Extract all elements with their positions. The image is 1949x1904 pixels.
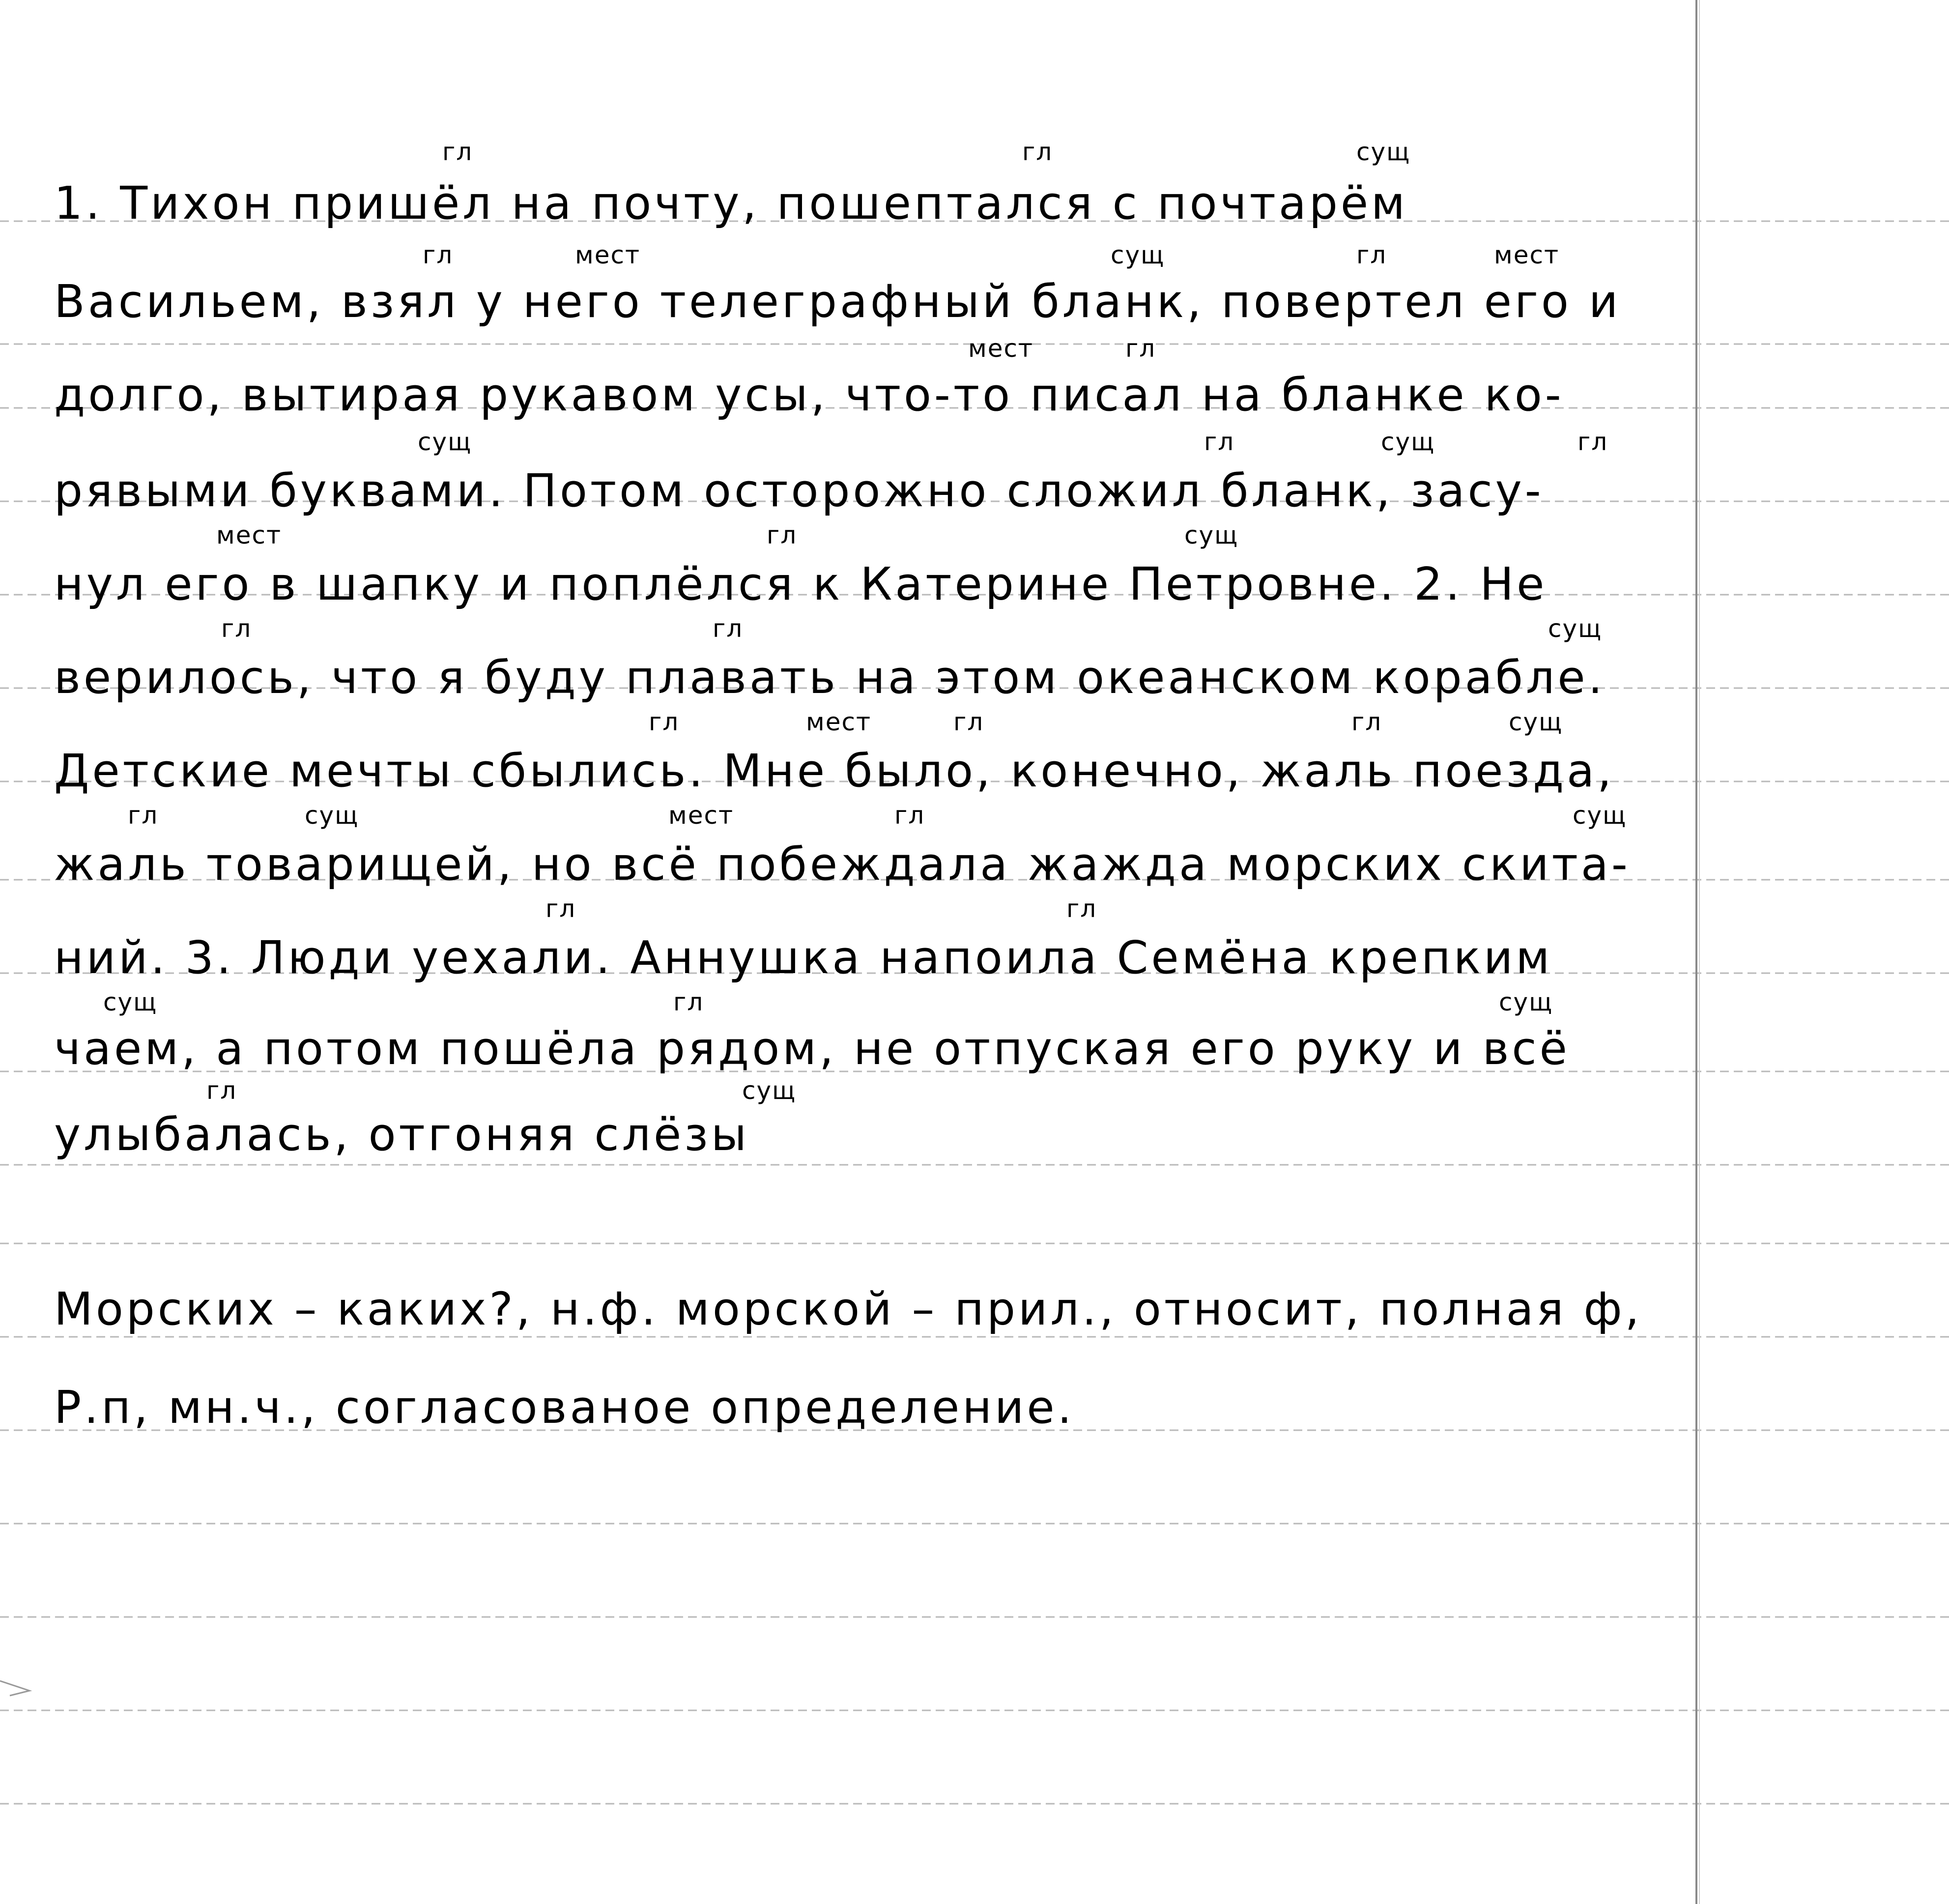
mark: сущ [418, 428, 472, 456]
mark: сущ [103, 988, 158, 1016]
text-line-5 [54, 558, 1676, 610]
mark: гл [953, 708, 984, 736]
line-text: нул его в шапку и поплёлся к Катерине Петровне. 2. Не [54, 558, 1548, 610]
mark: мест [216, 521, 282, 549]
mark: гл [1022, 138, 1053, 166]
mark: гл [649, 708, 680, 736]
mark: сущ [1381, 428, 1435, 456]
mark: гл [673, 988, 704, 1016]
mark: мест [668, 801, 734, 830]
text-line-7 [54, 745, 1676, 797]
line-text: чаем, а потом пошёла рядом, не отпуская его руку и всё [54, 1022, 1570, 1075]
text-line-2 [54, 275, 1676, 328]
mark: мест [968, 334, 1034, 363]
mark: гл [713, 614, 744, 643]
text-line-8 [54, 838, 1676, 891]
analysis-line-1 [54, 1283, 1676, 1335]
line-text: 1. Тихон пришёл на почту, пошептался с почтарём [54, 177, 1408, 230]
mark: гл [1204, 428, 1235, 456]
line-text: ний. 3. Люди уехали. Аннушка напоила Семёна крепким [54, 931, 1553, 984]
line-text: Морских – каких?, н.ф. морской – прил., относит, полная ф, [54, 1283, 1642, 1335]
analysis-line-2 [54, 1381, 1676, 1434]
mark: гл [894, 801, 925, 830]
mark: сущ [1573, 801, 1627, 830]
mark: сущ [742, 1076, 797, 1105]
line-text: Р.п, мн.ч., согласованое определение. [54, 1381, 1075, 1434]
mark: сущ [1184, 521, 1239, 549]
mark: сущ [1499, 988, 1553, 1016]
mark: гл [767, 521, 798, 549]
mark: сущ [1548, 614, 1603, 643]
mark: гл [1066, 894, 1097, 923]
line-text: Детские мечты сбылись. Мне было, конечно, жаль поезда, [54, 745, 1615, 797]
line-text: жаль товарищей, но всё побеждала жажда морских скита- [54, 838, 1631, 891]
mark: сущ [1111, 241, 1165, 269]
mark: гл [423, 241, 454, 269]
line-text: улыбалась, отгоняя слёзы [54, 1108, 750, 1161]
text-line-11 [54, 1108, 1676, 1161]
mark: мест [806, 708, 872, 736]
line-text: верилось, что я буду плавать на этом океанском корабле. [54, 651, 1605, 704]
line-text: долго, вытирая рукавом усы, что-то писал на бланке ко- [54, 369, 1564, 421]
mark: гл [1125, 334, 1156, 363]
text-line-9 [54, 931, 1676, 984]
mark: гл [545, 894, 576, 923]
mark: гл [1356, 241, 1387, 269]
mark: сущ [305, 801, 359, 830]
mark: гл [1351, 708, 1382, 736]
text-line-4 [54, 464, 1676, 517]
mark: гл [128, 801, 159, 830]
line-text: Васильем, взял у него телеграфный бланк, повертел его и [54, 275, 1621, 328]
line-text: рявыми буквами. Потом осторожно сложил бланк, засу- [54, 464, 1544, 517]
mark: сущ [1356, 138, 1411, 166]
mark: мест [1494, 241, 1560, 269]
mark: сущ [1509, 708, 1563, 736]
mark: мест [575, 241, 641, 269]
text-line-3 [54, 369, 1676, 421]
text-line-6 [54, 651, 1676, 704]
text-line-1 [54, 177, 1676, 230]
mark: гл [442, 138, 473, 166]
mark: гл [206, 1076, 237, 1105]
mark: гл [221, 614, 252, 643]
mark: гл [1577, 428, 1608, 456]
text-line-10 [54, 1022, 1676, 1075]
